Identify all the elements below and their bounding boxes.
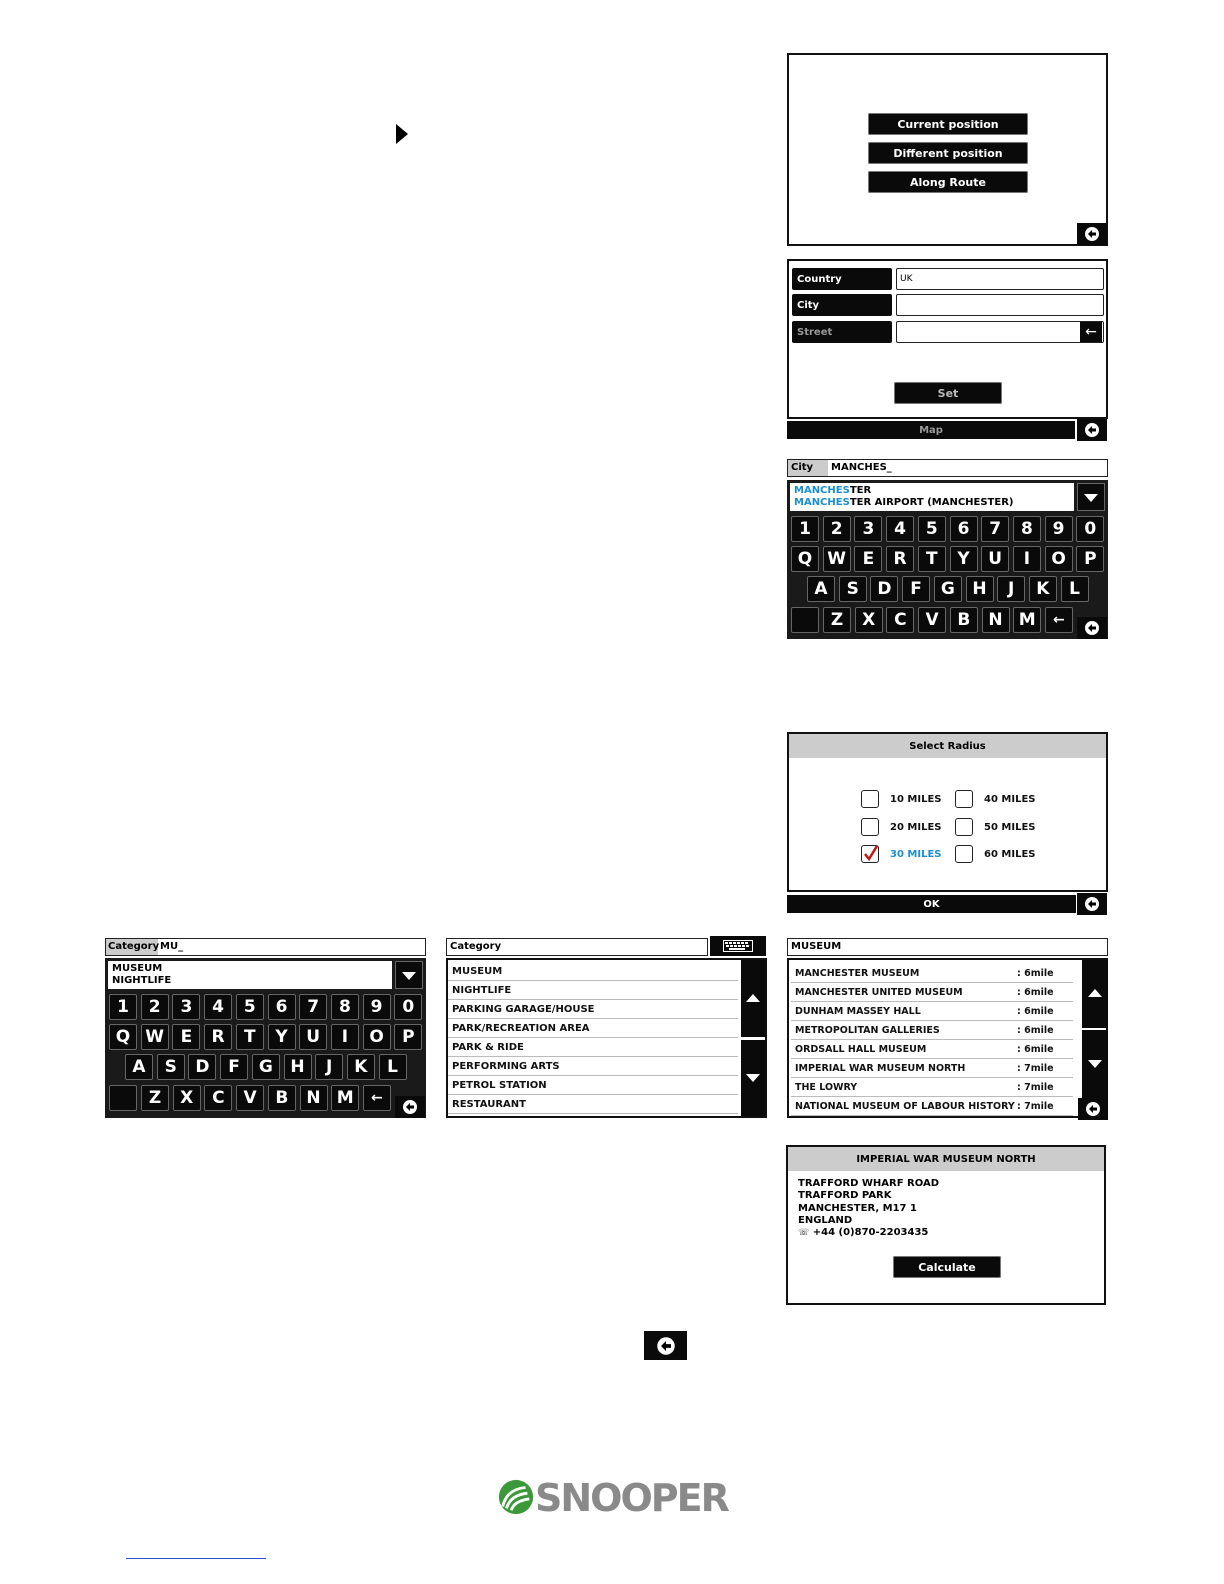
key-8[interactable]: 8	[331, 994, 359, 1020]
key-p[interactable]: P	[1076, 546, 1104, 572]
key-w[interactable]: W	[823, 546, 851, 572]
key-k[interactable]: K	[1029, 576, 1057, 602]
back-arrow-icon	[1082, 422, 1102, 438]
key-6[interactable]: 6	[950, 516, 978, 542]
result-rest: TER	[849, 485, 872, 496]
key-k[interactable]: K	[347, 1054, 375, 1080]
key-g[interactable]: G	[252, 1054, 280, 1080]
result-item[interactable]	[794, 485, 1074, 497]
city-tag: City	[788, 460, 828, 476]
category-list-screen	[446, 958, 767, 1118]
museum-distance: : 7mile	[1017, 1062, 1054, 1074]
city-search-bar	[787, 459, 1108, 477]
scroll-up-button[interactable]	[1082, 960, 1108, 1028]
category-item[interactable]: NIGHTLIFE	[448, 981, 738, 1000]
scroll-down-button[interactable]	[741, 1040, 765, 1116]
key-r[interactable]: R	[204, 1024, 232, 1050]
museum-name: IMPERIAL WAR MUSEUM NORTH	[795, 1062, 966, 1074]
museum-distance: : 7mile	[1017, 1081, 1054, 1093]
museum-list-screen	[787, 958, 1108, 1118]
key-b[interactable]: B	[268, 1085, 296, 1111]
museum-name: NATIONAL MUSEUM OF LABOUR HISTORY	[795, 1100, 1015, 1112]
city-label[interactable]: City	[792, 294, 892, 316]
address-line: ENGLAND	[798, 1214, 853, 1226]
radius-30-checkbox[interactable]	[861, 845, 879, 863]
museum-name: METROPOLITAN GALLERIES	[795, 1024, 940, 1036]
result-match: MANCHES	[794, 485, 850, 496]
category-results-list	[108, 961, 392, 989]
result-rest: TER AIRPORT (MANCHESTER)	[849, 497, 1014, 508]
result-item[interactable]	[794, 497, 1074, 509]
museum-name: THE LOWRY	[795, 1081, 858, 1093]
key-x[interactable]: X	[855, 607, 883, 633]
key-0[interactable]: 0	[394, 994, 422, 1020]
key-o[interactable]: O	[363, 1024, 391, 1050]
street-label[interactable]: Street	[792, 321, 892, 343]
category-item[interactable]: PARK & RIDE	[448, 1038, 738, 1057]
key-n[interactable]: N	[982, 607, 1010, 633]
museum-distance: : 6mile	[1017, 1024, 1054, 1036]
poi-title: IMPERIAL WAR MUSEUM NORTH	[788, 1147, 1104, 1171]
key-s[interactable]: S	[839, 576, 867, 602]
radius-30-label: 30 MILES	[890, 849, 942, 860]
key-8[interactable]: 8	[1013, 516, 1041, 542]
museum-item[interactable]	[791, 964, 1073, 983]
chevron-down-icon	[402, 972, 416, 980]
city-results-list	[790, 483, 1074, 511]
radius-10-checkbox[interactable]	[861, 790, 879, 808]
museum-list	[791, 964, 1073, 1116]
key-f[interactable]: F	[902, 576, 930, 602]
key-5[interactable]: 5	[918, 516, 946, 542]
key-s[interactable]: S	[157, 1054, 185, 1080]
key-1[interactable]: 1	[109, 994, 137, 1020]
key-v[interactable]: V	[236, 1085, 264, 1111]
back-button[interactable]	[1078, 1098, 1108, 1120]
radius-40-label: 40 MILES	[984, 794, 1036, 805]
address-line: MANCHESTER, M17 1	[798, 1202, 917, 1214]
city-field[interactable]	[896, 294, 1104, 316]
museum-item[interactable]	[791, 1002, 1073, 1021]
footer-rule	[126, 1558, 266, 1559]
poi-detail-screen	[786, 1145, 1106, 1305]
key-o[interactable]: O	[1045, 546, 1073, 572]
back-button[interactable]	[1077, 419, 1107, 441]
snooper-logo	[497, 1476, 728, 1520]
museum-distance: : 6mile	[1017, 967, 1054, 979]
chevron-down-icon	[1088, 1060, 1102, 1068]
scroll-down-button[interactable]	[1082, 1030, 1108, 1098]
key-j[interactable]: J	[315, 1054, 343, 1080]
back-arrow-icon	[400, 1099, 420, 1115]
phone-number: +44 (0)870-2203435	[812, 1227, 929, 1239]
key-a[interactable]: A	[807, 576, 835, 602]
key-2[interactable]: 2	[141, 994, 169, 1020]
different-position-button[interactable]: Different position	[868, 142, 1028, 164]
key-a[interactable]: A	[125, 1054, 153, 1080]
chevron-up-icon	[746, 994, 760, 1002]
dropdown-button[interactable]	[1077, 483, 1105, 511]
back-arrow-icon	[1083, 1101, 1103, 1117]
key-q[interactable]: Q	[109, 1024, 137, 1050]
key-n[interactable]: N	[300, 1085, 328, 1111]
phone-row	[798, 1227, 939, 1239]
arrow-bullet-icon	[396, 124, 408, 144]
museum-name: MANCHESTER MUSEUM	[795, 967, 920, 979]
scroll-up-button[interactable]	[741, 960, 765, 1037]
key-e[interactable]: E	[854, 546, 882, 572]
museum-name: MANCHESTER UNITED MUSEUM	[795, 986, 963, 998]
key-j[interactable]: J	[997, 576, 1025, 602]
back-button[interactable]	[1077, 617, 1107, 639]
select-radius-screen	[787, 732, 1108, 892]
key-2[interactable]: 2	[823, 516, 851, 542]
ok-button[interactable]: OK	[787, 895, 1076, 913]
radius-50-checkbox[interactable]	[955, 818, 973, 836]
key-5[interactable]: 5	[236, 994, 264, 1020]
calculate-button[interactable]: Calculate	[893, 1256, 1001, 1278]
back-arrow-icon	[1082, 896, 1102, 912]
key-t[interactable]: T	[236, 1024, 264, 1050]
category-header: Category	[446, 938, 708, 956]
museum-distance: : 7mile	[1017, 1100, 1054, 1112]
back-button[interactable]	[1077, 223, 1107, 245]
key-6[interactable]: 6	[268, 994, 296, 1020]
key-l[interactable]: L	[1061, 576, 1089, 602]
key-y[interactable]: Y	[268, 1024, 296, 1050]
key-w[interactable]: W	[141, 1024, 169, 1050]
key-e[interactable]: E	[172, 1024, 200, 1050]
key-blank[interactable]	[791, 607, 819, 633]
key-3[interactable]: 3	[854, 516, 882, 542]
key-g[interactable]: G	[934, 576, 962, 602]
key-x[interactable]: X	[173, 1085, 201, 1111]
position-menu-screen	[787, 53, 1108, 246]
museum-distance: : 6mile	[1017, 1043, 1054, 1055]
museum-item[interactable]	[791, 983, 1073, 1002]
dropdown-button[interactable]	[395, 961, 423, 989]
key-backspace[interactable]: ←	[363, 1085, 391, 1111]
key-q[interactable]: Q	[791, 546, 819, 572]
key-7[interactable]: 7	[299, 994, 327, 1020]
category-keyboard-panel	[105, 958, 426, 1118]
museum-item[interactable]	[791, 1059, 1073, 1078]
key-z[interactable]: Z	[823, 607, 851, 633]
key-v[interactable]: V	[918, 607, 946, 633]
key-i[interactable]: I	[1013, 546, 1041, 572]
radius-60-checkbox[interactable]	[955, 845, 973, 863]
museum-name: ORDSALL HALL MUSEUM	[795, 1043, 927, 1055]
key-t[interactable]: T	[918, 546, 946, 572]
museum-item[interactable]	[791, 1040, 1073, 1059]
key-c[interactable]: C	[204, 1085, 232, 1111]
set-button[interactable]: Set	[894, 382, 1002, 404]
keyboard-toggle-button[interactable]	[710, 936, 766, 956]
along-route-button[interactable]: Along Route	[868, 171, 1028, 193]
museum-header: MUSEUM	[787, 938, 1108, 956]
category-item[interactable]: PARKING GARAGE/HOUSE	[448, 1000, 738, 1019]
back-arrow-icon	[1082, 226, 1102, 242]
key-y[interactable]: Y	[950, 546, 978, 572]
radius-40-checkbox[interactable]	[955, 790, 973, 808]
address-entry-screen	[787, 259, 1108, 419]
category-item[interactable]: PERFORMING ARTS	[448, 1057, 738, 1076]
category-item[interactable]: RESTAURANT	[448, 1095, 738, 1114]
back-button[interactable]	[395, 1096, 425, 1118]
key-4[interactable]: 4	[886, 516, 914, 542]
city-search-text[interactable]: MANCHES_	[831, 462, 892, 473]
key-9[interactable]: 9	[1045, 516, 1073, 542]
category-item[interactable]: PETROL STATION	[448, 1076, 738, 1095]
back-button-icon	[644, 1331, 687, 1360]
chevron-down-icon	[1084, 494, 1098, 502]
key-u[interactable]: U	[981, 546, 1009, 572]
back-arrow-icon	[1082, 620, 1102, 636]
back-button[interactable]	[1077, 893, 1107, 915]
museum-name: DUNHAM MASSEY HALL	[795, 1005, 921, 1017]
radius-10-label: 10 MILES	[890, 794, 942, 805]
museum-distance: : 6mile	[1017, 986, 1054, 998]
key-3[interactable]: 3	[172, 994, 200, 1020]
key-u[interactable]: U	[299, 1024, 327, 1050]
key-backspace[interactable]: ←	[1045, 607, 1073, 633]
address-line: TRAFFORD PARK	[798, 1190, 892, 1202]
key-h[interactable]: H	[966, 576, 994, 602]
chevron-down-icon	[746, 1074, 760, 1082]
result-item[interactable]: MUSEUM	[112, 963, 163, 974]
key-f[interactable]: F	[220, 1054, 248, 1080]
category-tag: Category	[106, 939, 158, 955]
result-match: MANCHES	[794, 497, 850, 508]
map-button[interactable]: Map	[787, 421, 1075, 439]
checkmark-icon	[862, 843, 880, 863]
key-h[interactable]: H	[284, 1054, 312, 1080]
key-r[interactable]: R	[886, 546, 914, 572]
key-1[interactable]: 1	[791, 516, 819, 542]
city-keyboard-panel	[787, 480, 1108, 639]
museum-distance: : 6mile	[1017, 1005, 1054, 1017]
back-arrow-icon	[653, 1336, 679, 1356]
key-0[interactable]: 0	[1076, 516, 1104, 542]
museum-item[interactable]	[791, 1021, 1073, 1040]
key-b[interactable]: B	[950, 607, 978, 633]
key-p[interactable]: P	[394, 1024, 422, 1050]
key-i[interactable]: I	[331, 1024, 359, 1050]
key-c[interactable]: C	[886, 607, 914, 633]
category-item[interactable]: MUSEUM	[448, 962, 738, 981]
country-field[interactable]: UK	[896, 268, 1104, 290]
key-d[interactable]: D	[188, 1054, 216, 1080]
radius-60-label: 60 MILES	[984, 849, 1036, 860]
key-d[interactable]: D	[870, 576, 898, 602]
backspace-button[interactable]: ←	[1080, 322, 1102, 342]
key-7[interactable]: 7	[981, 516, 1009, 542]
logo-text: SNOOPER	[535, 1476, 728, 1520]
category-list	[448, 962, 738, 1114]
radius-20-checkbox[interactable]	[861, 818, 879, 836]
country-label[interactable]: Country	[792, 268, 892, 290]
keyboard-icon	[723, 940, 753, 952]
address-line: TRAFFORD WHARF ROAD	[798, 1178, 940, 1189]
key-4[interactable]: 4	[204, 994, 232, 1020]
category-search-bar	[105, 938, 426, 956]
key-l[interactable]: L	[379, 1054, 407, 1080]
museum-item[interactable]	[791, 1097, 1073, 1116]
chevron-up-icon	[1088, 989, 1102, 997]
street-field[interactable]	[896, 321, 1104, 343]
key-9[interactable]: 9	[363, 994, 391, 1020]
snooper-swirl-icon	[497, 1478, 535, 1516]
result-item[interactable]: NIGHTLIFE	[112, 975, 172, 986]
radius-20-label: 20 MILES	[890, 822, 942, 833]
museum-item[interactable]	[791, 1078, 1073, 1097]
radius-50-label: 50 MILES	[984, 822, 1036, 833]
key-z[interactable]: Z	[141, 1085, 169, 1111]
category-search-text[interactable]: MU_	[160, 941, 184, 952]
poi-address	[798, 1178, 939, 1239]
key-blank[interactable]	[109, 1085, 137, 1111]
current-position-button[interactable]: Current position	[868, 113, 1028, 135]
phone-icon: ☏	[798, 1228, 810, 1239]
key-m[interactable]: M	[331, 1085, 359, 1111]
category-item[interactable]: PARK/RECREATION AREA	[448, 1019, 738, 1038]
key-m[interactable]: M	[1013, 607, 1041, 633]
radius-title: Select Radius	[789, 734, 1106, 758]
